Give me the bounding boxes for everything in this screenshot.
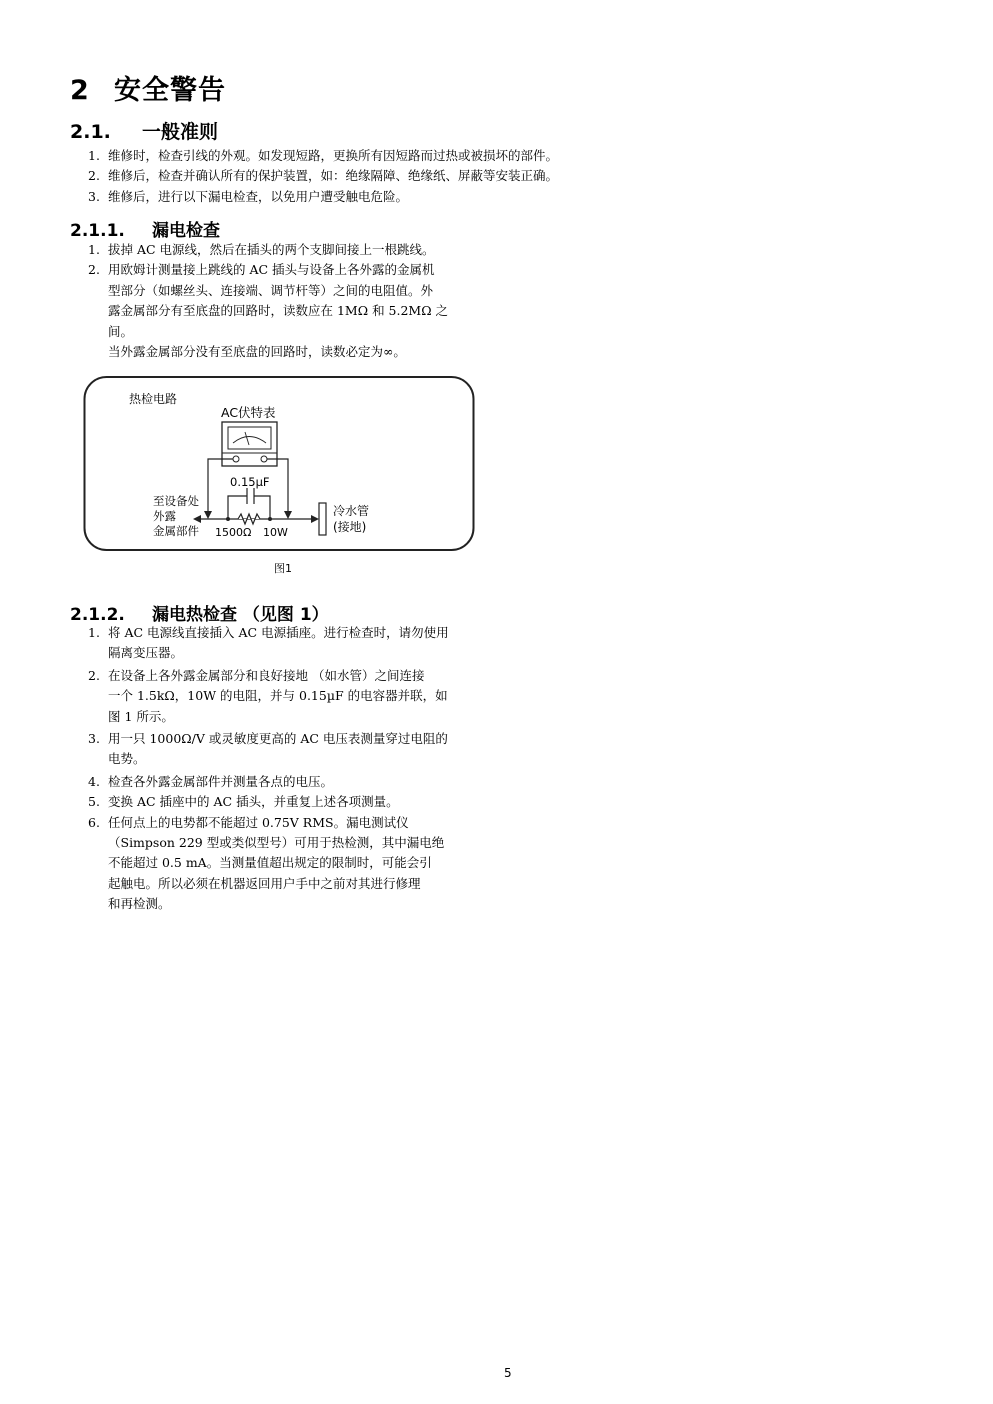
diagram-title: 热检电路 — [129, 392, 178, 406]
hot-leak-check-list — [88, 623, 449, 915]
capacitor-label: 0.15µF — [230, 475, 270, 489]
meter-label: AC伏特表 — [221, 405, 276, 420]
metal-part-label-line1: 至设备处 — [153, 494, 199, 508]
section-number: 2 — [70, 75, 90, 106]
list-item: 3. 维修后，进行以下漏电检查，以免用户遭受触电危险。 — [88, 188, 409, 204]
list-item: 2. 维修后，检查并确认所有的保护装置，如：绝缘隔障、绝缘纸、屏蔽等安装正确。 — [88, 168, 559, 184]
subsection-heading — [70, 117, 218, 144]
leak-check-title: 漏电检查 — [152, 221, 220, 241]
figure-caption: 图1 — [274, 562, 292, 575]
subsection-title: 一般准则 — [142, 121, 219, 143]
resistor-label: 1500Ω — [215, 526, 252, 539]
section-title: 安全警告 — [114, 75, 226, 106]
leak-check-heading — [70, 216, 220, 241]
list-item: 2. 在设备上各外露金属部分和良好接地 （如水管）之间连接 一个 1.5kΩ，10W 的电阻，并与 0.15µF 的电容器并联，如 图 1 所示。 — [88, 667, 448, 724]
leak-check-list — [88, 240, 448, 342]
water-pipe-label: 冷水管 — [333, 504, 370, 518]
metal-part-label-line2: 外露 — [153, 509, 176, 523]
list-item: 1. 维修时，检查引线的外观。如发现短路，更换所有因短路而过热或被损坏的部件。 — [88, 148, 559, 163]
hot-leak-check-title: 漏电热检查 （见图 1） — [152, 605, 329, 625]
page-number: 5 — [504, 1366, 512, 1380]
hot-leak-check-number: 2.1.2. — [70, 605, 125, 625]
power-label: 10W — [263, 526, 288, 539]
leak-check-number: 2.1.1. — [70, 221, 125, 241]
water-pipe-icon — [319, 503, 326, 535]
hot-leak-check-heading — [70, 600, 329, 625]
list-item: 3. 用一只 1000Ω/V 或灵敏度更高的 AC 电压表测量穿过电阻的 电势。 — [88, 731, 448, 767]
subsection-number: 2.1. — [70, 121, 111, 143]
list-item: 5. 变换 AC 插座中的 AC 插头，并重复上述各项测量。 — [88, 794, 399, 810]
infinity-note: 当外露金属部分没有至底盘的回路时，读数必定为∞。 — [108, 344, 406, 359]
list-item: 1. 将 AC 电源线直接插入 AC 电源插座。进行检查时，请勿使用 隔离变压器。 — [88, 625, 449, 661]
junction-dot — [226, 517, 230, 521]
hot-check-circuit-diagram — [83, 375, 475, 553]
metal-part-label-line3: 金属部件 — [153, 524, 199, 538]
junction-dot — [268, 517, 272, 521]
list-item: 2. 用欧姆计测量接上跳线的 AC 插头与设备上各外露的金属机 型部分（如螺丝头、连接端、调节杆等）之间的电阻值。外 露金属部分有至底盘的回路时，读数应在 1MΩ 和 5.2MΩ 之 间。 — [88, 262, 449, 339]
list-item: 6. 任何点上的电势都不能超过 0.75V RMS。漏电测试仪 （Simpson 229 型或类似型号）可用于热检测，其中漏电绝 不能超过 0.5 mA。当测量值超出规定的限制时，可能会引 起触电。所以必须在机器返回用户手中之前对其进行修理 和再检测。 — [88, 814, 445, 912]
section-heading — [70, 68, 226, 107]
ground-label: (接地) — [333, 520, 367, 534]
general-rules-list — [88, 146, 558, 207]
list-item: 1. 拔掉 AC 电源线，然后在插头的两个支脚间接上一根跳线。 — [88, 242, 435, 257]
list-item: 4. 检查各外露金属部件并测量各点的电压。 — [88, 773, 334, 789]
